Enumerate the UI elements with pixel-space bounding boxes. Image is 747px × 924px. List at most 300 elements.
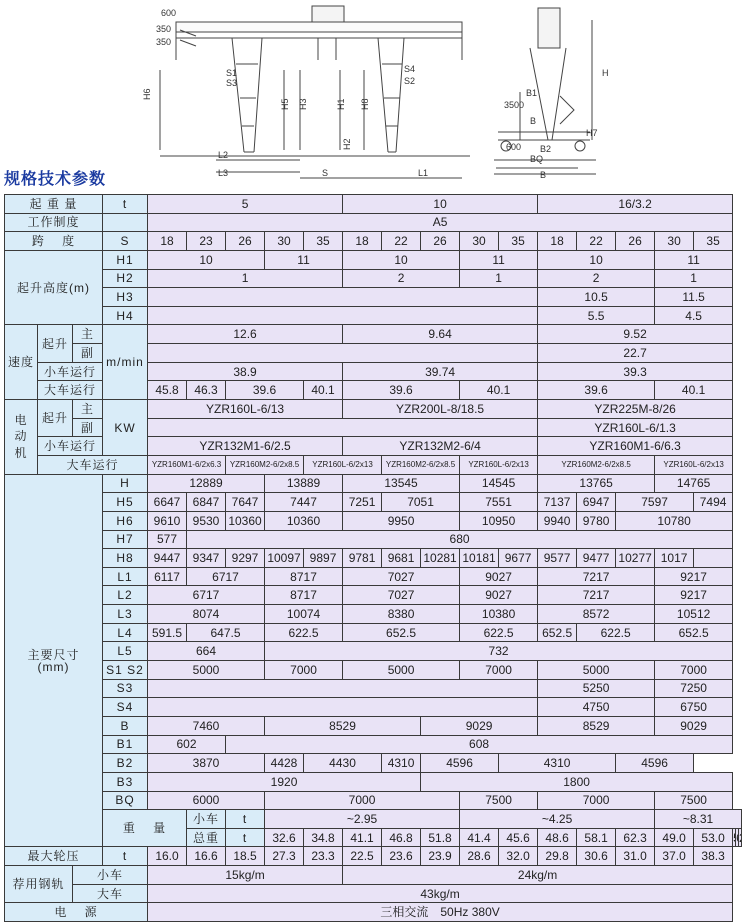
spec-value-cell [343, 511, 460, 530]
cell-text: 主 [81, 401, 95, 416]
spec-value-cell [226, 549, 265, 568]
svg-text:600: 600 [506, 142, 522, 152]
svg-text:B2: B2 [540, 144, 552, 154]
cell-text: S [120, 234, 130, 249]
spec-row [5, 530, 742, 549]
cell-text: 35 [316, 234, 330, 249]
cell-text: 9530 [192, 513, 220, 528]
spec-value-cell [538, 250, 655, 269]
spec-value-cell [265, 474, 343, 493]
spec-value-cell [538, 791, 655, 810]
spec-value-cell [304, 828, 343, 847]
cell-text: KW [114, 420, 136, 435]
spec-label-cell [73, 344, 103, 363]
cell-text: 647.5 [210, 625, 241, 640]
cell-text: 起升 [41, 336, 68, 351]
spec-value-cell [187, 493, 226, 512]
spec-value-cell [616, 549, 655, 568]
spec-value-cell [460, 623, 538, 642]
spec-value-cell [187, 847, 226, 866]
spec-row [5, 288, 742, 307]
spec-value-cell [616, 847, 655, 866]
cell-text: 重 量 [122, 821, 167, 836]
spec-value-cell [343, 232, 382, 251]
spec-label-cell [103, 530, 148, 549]
svg-text:B1: B1 [526, 88, 538, 98]
spec-value-cell [265, 586, 343, 605]
spec-label-cell [226, 828, 265, 847]
cell-text: 1 [690, 271, 697, 286]
cell-text: B [120, 718, 130, 733]
cell-text: 51.8 [428, 830, 452, 845]
cell-text: 7137 [543, 495, 571, 510]
spec-label-cell [5, 325, 38, 400]
cell-text: 起升高度(m) [17, 280, 90, 295]
cell-text: 32.6 [272, 830, 296, 845]
spec-value-cell [538, 493, 577, 512]
spec-value-cell [187, 530, 733, 549]
spec-value-cell [148, 455, 226, 474]
spec-value-cell [148, 511, 187, 530]
spec-value-cell [694, 232, 733, 251]
cell-text: S4 [116, 700, 134, 715]
spec-value-cell [226, 493, 265, 512]
cell-text: 10780 [657, 513, 691, 528]
spec-value-cell [148, 418, 538, 437]
cell-text: 起 重 量 [29, 196, 78, 211]
cell-text: 9217 [680, 569, 707, 584]
cell-text: 9477 [582, 550, 610, 565]
spec-value-cell [460, 605, 538, 624]
cell-text: 40.1 [486, 383, 511, 398]
spec-value-cell [460, 250, 538, 269]
spec-row [5, 195, 742, 214]
cell-text: 37.0 [662, 849, 686, 864]
svg-text:600: 600 [161, 8, 177, 18]
cell-text: 14765 [676, 476, 711, 491]
cell-text: L3 [117, 606, 133, 621]
svg-text:H6: H6 [142, 88, 152, 100]
svg-text:S2: S2 [404, 76, 416, 86]
cell-text: 39.6 [389, 383, 413, 398]
spec-value-cell [265, 232, 304, 251]
spec-value-cell [499, 549, 538, 568]
cell-text: 7000 [582, 793, 610, 808]
cell-text: 602 [176, 737, 197, 752]
spec-value-cell [460, 810, 655, 829]
cell-text: 6117 [154, 569, 180, 584]
cell-text: 13545 [384, 476, 418, 491]
spec-value-cell [148, 642, 265, 661]
cell-text: L5 [117, 644, 133, 659]
cell-text: 7000 [348, 793, 376, 808]
cell-text: 7500 [680, 793, 707, 808]
cell-text: 30 [667, 234, 681, 249]
spec-row [5, 232, 742, 251]
cell-text: 26 [628, 234, 642, 249]
cell-text: 7551 [485, 495, 512, 510]
cell-text: 7460 [192, 718, 220, 733]
cell-text: 3870 [192, 756, 220, 771]
spec-row [5, 772, 742, 791]
cell-text: 8717 [290, 569, 317, 584]
spec-value-cell [382, 828, 421, 847]
cell-text: 23 [199, 234, 213, 249]
spec-value-cell [694, 493, 733, 512]
cell-text: 43kg/m [420, 886, 460, 901]
spec-value-cell [265, 549, 304, 568]
spec-label-cell [103, 195, 148, 214]
spec-value-cell [655, 455, 733, 474]
spec-value-cell [577, 511, 616, 530]
left-view-labels [142, 8, 428, 178]
cell-text: 41.1 [350, 830, 374, 845]
svg-text:H3: H3 [298, 98, 308, 110]
spec-label-cell [103, 847, 148, 866]
spec-label-cell [38, 455, 148, 474]
cell-text: 5 [241, 196, 249, 211]
cell-text: 26 [433, 234, 447, 249]
spec-label-cell [103, 567, 148, 586]
cell-text: YZR160L-6/1.3 [594, 420, 676, 435]
cell-text: 591.5 [152, 625, 183, 640]
spec-label-cell [103, 810, 187, 847]
cell-text: 总重 [193, 830, 220, 845]
spec-value-cell [187, 549, 226, 568]
spec-row [5, 623, 742, 642]
cell-text: 23.6 [389, 849, 413, 864]
spec-row [5, 661, 742, 680]
spec-row [5, 511, 742, 530]
spec-value-cell [460, 381, 538, 400]
spec-value-cell [148, 474, 265, 493]
cell-text: 49.0 [662, 830, 686, 845]
cell-text: 12.6 [233, 327, 257, 342]
spec-value-cell [460, 511, 538, 530]
spec-value-cell [460, 586, 538, 605]
svg-text:S: S [322, 168, 329, 178]
cell-text: 9029 [680, 718, 707, 733]
cell-text: H2 [116, 271, 134, 286]
cell-text: 主要尺寸 [27, 647, 80, 662]
spec-value-cell [538, 381, 655, 400]
cell-text: 4310 [543, 756, 571, 771]
cell-text: 40.1 [681, 383, 706, 398]
spec-value-cell [421, 754, 499, 773]
spec-value-cell [265, 623, 343, 642]
cell-text: YZR160M2-6/2x8.5 [229, 459, 300, 469]
cell-text: 7447 [290, 495, 317, 510]
spec-value-cell [460, 828, 499, 847]
spec-label-cell [103, 269, 148, 288]
cell-text: 9610 [153, 513, 181, 528]
spec-value-cell [343, 493, 382, 512]
cell-text: 9781 [348, 550, 376, 565]
spec-label-cell [103, 400, 148, 456]
spec-value-cell [226, 232, 265, 251]
spec-value-cell [148, 362, 343, 381]
spec-value-cell [538, 549, 577, 568]
spec-value-cell [577, 493, 616, 512]
cell-text: 10 [433, 196, 447, 211]
svg-text:3500: 3500 [504, 100, 525, 110]
cell-text: 4750 [582, 700, 610, 715]
cell-text: 23.9 [428, 849, 452, 864]
spec-value-cell [343, 195, 538, 214]
spec-value-cell [148, 437, 343, 456]
spec-label-cell [187, 810, 226, 829]
spec-value-cell [655, 269, 733, 288]
spec-value-cell [421, 828, 460, 847]
spec-value-cell [148, 903, 733, 922]
spec-value-cell [343, 567, 460, 586]
cell-text: B3 [116, 774, 134, 789]
spec-value-cell [538, 828, 577, 847]
cell-text: 5000 [192, 662, 220, 677]
cell-text: 7217 [582, 569, 610, 584]
spec-value-cell [148, 884, 733, 903]
spec-value-cell [694, 549, 733, 568]
spec-label-cell [103, 213, 148, 232]
svg-text:S3: S3 [226, 78, 238, 88]
spec-label-cell [5, 903, 148, 922]
cell-text: 26 [238, 234, 252, 249]
spec-value-cell [538, 605, 655, 624]
spec-label-cell [103, 642, 148, 661]
spec-value-cell [655, 847, 694, 866]
cell-text: 6717 [192, 588, 220, 603]
spec-row [5, 474, 742, 493]
cell-text: 5250 [582, 681, 610, 696]
cell-text: 27.3 [272, 849, 296, 864]
spec-value-cell [343, 623, 460, 642]
spec-row [5, 716, 742, 735]
cell-text: 三相交流 50Hz 380V [380, 905, 500, 920]
cell-text: 31.0 [623, 849, 647, 864]
cell-text: 9780 [582, 513, 610, 528]
cell-text: 大车运行 [66, 457, 119, 472]
cell-text: YZR160M2-6/2x8.5 [561, 459, 631, 469]
spec-label-cell [103, 754, 148, 773]
spec-value-cell [538, 455, 655, 474]
cell-text: 小车 [193, 811, 220, 826]
spec-label-cell [103, 586, 148, 605]
cell-text: 680 [449, 532, 470, 547]
spec-value-cell [265, 791, 460, 810]
cell-text: 10512 [676, 606, 711, 621]
spec-value-cell [655, 623, 733, 642]
spec-value-cell [655, 586, 733, 605]
cell-text: 608 [469, 737, 490, 752]
spec-value-cell [226, 735, 733, 754]
spec-label-cell [103, 493, 148, 512]
spec-value-cell [148, 381, 187, 400]
cell-text: H4 [116, 308, 134, 323]
spec-row [5, 586, 742, 605]
spec-value-cell [460, 455, 538, 474]
cell-text: 8572 [582, 606, 610, 621]
cell-text: YZR160L-6/2x13 [312, 459, 373, 469]
cell-text: 10181 [462, 550, 496, 565]
cell-text: H1 [116, 252, 134, 267]
cell-text: 16/3.2 [618, 196, 652, 211]
cell-text: 小车运行 [44, 439, 97, 454]
spec-value-cell [577, 847, 616, 866]
spec-value-cell [538, 400, 733, 419]
cell-text: YZR160M1-6/2x6.3 [151, 459, 222, 469]
cell-text: 1 [495, 271, 502, 286]
cell-text: 622.5 [600, 625, 631, 640]
cell-text: 29.8 [545, 849, 569, 864]
spec-value-cell [148, 493, 187, 512]
spec-value-cell [616, 493, 694, 512]
cell-text: 23.3 [311, 849, 335, 864]
spec-label-cell [5, 250, 103, 325]
spec-row [5, 250, 742, 269]
spec-value-cell [148, 530, 187, 549]
spec-row [5, 567, 742, 586]
cell-text: 9.52 [623, 327, 647, 342]
spec-label-cell [73, 418, 103, 437]
spec-label-cell [73, 400, 103, 419]
svg-text:L1: L1 [418, 168, 429, 178]
cell-text: 39.6 [584, 383, 608, 398]
spec-value-cell [148, 250, 265, 269]
svg-text:H5: H5 [280, 98, 290, 110]
cell-text: 9.64 [428, 327, 452, 342]
cell-text: 电 源 [54, 905, 98, 920]
cell-text: 18 [550, 234, 564, 249]
spec-value-cell [499, 232, 538, 251]
cell-text: 28.6 [467, 849, 491, 864]
spec-value-cell [460, 232, 499, 251]
cell-text: 652.5 [386, 625, 417, 640]
cell-text: 小车运行 [44, 364, 97, 379]
cell-text: 652.5 [678, 625, 709, 640]
cell-text: 9297 [231, 550, 259, 565]
svg-text:L3: L3 [218, 168, 229, 178]
spec-label-cell [103, 698, 148, 717]
spec-label-cell [103, 623, 148, 642]
cell-text: 8529 [329, 718, 356, 733]
cell-text: YZR160L-6/2x13 [468, 459, 529, 469]
cell-text: 荐用钢轨 [12, 877, 65, 892]
cell-text: 53.0 [701, 830, 725, 845]
spec-table [4, 194, 742, 922]
cell-text: 39.3 [623, 364, 647, 379]
spec-value-cell [304, 455, 382, 474]
cell-text: 9217 [680, 588, 707, 603]
spec-value-cell [382, 232, 421, 251]
spec-value-cell [538, 437, 733, 456]
spec-value-cell [655, 679, 733, 698]
cell-text: 24kg/m [517, 867, 558, 882]
spec-value-cell [538, 698, 655, 717]
spec-value-cell [655, 716, 733, 735]
spec-value-cell [421, 772, 733, 791]
cell-text: 11 [492, 252, 505, 267]
spec-row [5, 866, 742, 885]
spec-value-cell [538, 511, 577, 530]
spec-value-cell [187, 511, 226, 530]
cell-text: 34.8 [311, 830, 335, 845]
spec-value-cell [616, 511, 733, 530]
cell-text: S1 S2 [106, 662, 144, 677]
spec-value-cell [655, 250, 733, 269]
svg-text:BQ: BQ [530, 154, 544, 164]
spec-value-cell [148, 735, 226, 754]
cell-text: 18.5 [233, 849, 257, 864]
spec-value-cell [538, 325, 733, 344]
spec-value-cell [421, 847, 460, 866]
spec-value-cell [499, 754, 616, 773]
cell-text: 10380 [481, 606, 516, 621]
spec-label-cell [103, 288, 148, 307]
cell-text: 30 [277, 234, 291, 249]
cell-text: YZR132M1-6/2.5 [199, 439, 291, 454]
cell-text: 10360 [286, 513, 321, 528]
cell-text: 速度 [7, 355, 34, 370]
cell-text: B1 [116, 737, 134, 752]
cell-text: 7000 [290, 662, 317, 677]
spec-value-cell [655, 288, 733, 307]
cell-text: 7000 [485, 662, 512, 677]
cell-text: 4428 [270, 756, 298, 771]
spec-value-cell [226, 381, 304, 400]
cell-text: 2 [397, 271, 405, 286]
spec-label-cell [73, 884, 148, 903]
svg-text:B: B [540, 170, 547, 180]
cell-text: 9447 [153, 550, 181, 565]
spec-label-cell [5, 195, 103, 214]
cell-text: 30 [472, 234, 486, 249]
spec-value-cell [538, 344, 733, 363]
cell-text: H8 [116, 550, 134, 565]
spec-label-cell [226, 810, 265, 829]
spec-value-cell [187, 381, 226, 400]
svg-text:H: H [602, 68, 609, 78]
spec-value-cell [538, 586, 655, 605]
spec-value-cell [655, 791, 733, 810]
cell-text: 主 [81, 327, 95, 342]
spec-value-cell [421, 549, 460, 568]
cell-text: 664 [196, 644, 217, 659]
spec-value-cell [382, 455, 460, 474]
spec-row [5, 455, 742, 474]
cell-text: 38.9 [233, 364, 257, 379]
spec-row [5, 213, 742, 232]
spec-row [5, 269, 742, 288]
spec-row [5, 791, 742, 810]
cell-text: H5 [116, 495, 134, 510]
cell-text: H6 [116, 513, 134, 528]
svg-text:H8: H8 [360, 98, 370, 110]
spec-value-cell [148, 679, 538, 698]
spec-value-cell [655, 661, 733, 680]
spec-value-cell [187, 232, 226, 251]
spec-value-cell [148, 698, 538, 717]
svg-text:350: 350 [156, 37, 172, 47]
spec-row [5, 642, 742, 661]
spec-value-cell [538, 679, 655, 698]
spec-value-cell [538, 418, 733, 437]
cell-text: 8074 [192, 606, 220, 621]
cell-text: 8717 [290, 588, 317, 603]
svg-text:S1: S1 [226, 68, 238, 78]
spec-value-cell [148, 567, 187, 586]
cell-text: 副 [81, 420, 95, 435]
spec-value-cell [226, 847, 265, 866]
